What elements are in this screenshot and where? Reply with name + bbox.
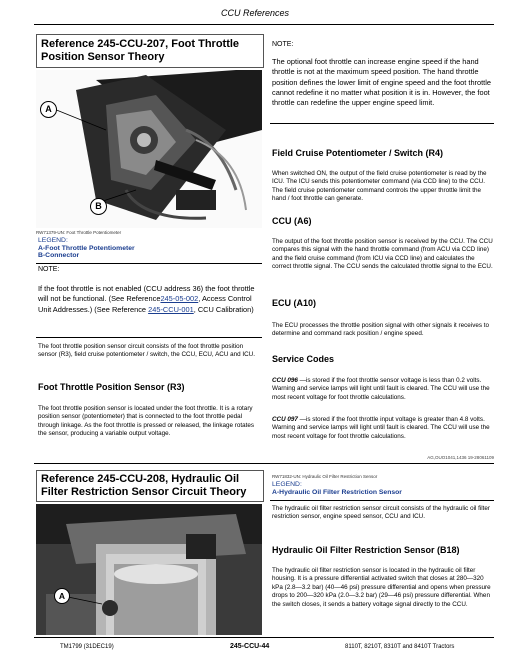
service-codes-heading: Service Codes: [272, 354, 335, 364]
note-label: NOTE:: [38, 266, 60, 273]
right-note-label: NOTE:: [272, 41, 294, 48]
divider: [270, 500, 494, 501]
ref208-title: Reference 245-CCU-208, Hydraulic Oil Filter Restriction Sensor Circuit Theory: [41, 473, 247, 498]
legend-item: A-Foot Throttle Potentiometer: [38, 244, 135, 252]
field-cruise-heading: Field Cruise Potentiometer / Switch (R4): [272, 148, 444, 158]
note-text: , CCU Calibration): [193, 304, 254, 314]
circuit-description: The foot throttle position sensor circuit consists of the foot throttle position sensor (R3), field cruise potentiometer / switch, the CCU, ECU, ACU and ICU.: [38, 343, 255, 359]
figure-caption: RW71379-UN: Foot Throttle Potentiometer: [36, 230, 122, 235]
code-label: CCU 097: [272, 416, 298, 423]
footer-page-number: 245-CCU-44: [230, 643, 270, 650]
callout-a: A: [40, 101, 57, 118]
b18-heading: Hydraulic Oil Filter Restriction Sensor (B18): [272, 545, 460, 555]
r3-description: The foot throttle position sensor is located under the foot throttle. It is a rotary position sensor (potentiometer) that is connected to the foot throttle pedal through linkage. As the foot throttle is pressed or released, the linkage rotates the sensor, producing a variable output voltage.: [38, 405, 254, 438]
divider: [270, 123, 494, 124]
note-text: If the foot throttle is not enabled (CCU address 36) the foot throttle will not be functional. (See Reference: [38, 284, 255, 304]
b18-description: The hydraulic oil filter restriction sensor is located in the hydraulic oil filter housing. It is a pressure differential activated switch that closes at 280—320 kPa (2.8—3.2 bar) (40—46 psi) pressure differential and opens when pressure drops to 200—320 kPa (2.0—3.2 bar) (29—46 psi) pressure differential. When the switch closes, it sends a battery voltage signal directly to the CCU.: [272, 567, 491, 608]
service-code-097: [272, 416, 494, 441]
legend: [272, 481, 402, 496]
service-code-096: [272, 377, 494, 402]
section-rule: [34, 463, 494, 464]
legend-label: LEGEND:: [272, 481, 302, 488]
foot-throttle-note: [38, 284, 264, 315]
code-text: —is stored if the foot throttle sensor voltage is less than 0.2 volts. Warning and service lamps will light until fault is cleared. The CCU will use the most recent voltage for foot throttle calculations.: [272, 377, 490, 401]
field-cruise-description: When switched ON, the output of the field cruise potentiometer is read by the ICU. The ICU sends this potentiometer command (via CCD line) to the CCU. The field cruise potentiometer command controls the upper throttle limit the hand / foot throttle can generate.: [272, 170, 487, 203]
ref207-title: Reference 245-CCU-207, Foot Throttle Position Sensor Theory: [41, 38, 240, 63]
divider: [36, 263, 262, 264]
foot-throttle-photo: [36, 70, 262, 228]
note-text: , Access Control Unit Addresses.) (See Reference: [38, 294, 252, 314]
ccu-heading: CCU (A6): [272, 216, 312, 226]
ecu-heading: ECU (A10): [272, 298, 317, 308]
divider: [36, 337, 262, 338]
optional-throttle-note: The optional foot throttle can increase engine speed if the hand throttle is not at the maximum speed position. The hand throttle position defines the lower limit of engine speed and the foot throttle cannot redefine it no matter what position it is in. However, the foot throttle can redefine the upper engine speed limit.: [272, 57, 491, 108]
figure-caption: RW71832-UN: Hydraulic Oil Filter Restriction Sensor: [272, 474, 378, 479]
header-rule: [34, 24, 494, 25]
legend-item: A-Hydraulic Oil Filter Restriction Sensor: [272, 488, 402, 496]
ccu-description: The output of the foot throttle position sensor is received by the CCU. The CCU compares this signal with the hand throttle command (from ACU via CCD line) and the field cruise command (from ICU via CCD line) and calculates the correct throttle signal. The CCU sends the calculated throttle signal to the ECU.: [272, 238, 493, 271]
footer-rule: [34, 637, 494, 638]
legend-label: LEGEND:: [38, 237, 68, 244]
footer-model: 8110T, 8210T, 8310T and 8410T Tractors: [345, 644, 455, 650]
hydraulic-circuit-description: The hydraulic oil filter restriction sensor circuit consists of the hydraulic oil filter restriction sensor, engine speed sensor, CCU and ICU.: [272, 505, 491, 521]
reference-link-245-05-002[interactable]: 245-05-002: [160, 294, 199, 304]
callout-b: B: [90, 198, 107, 215]
hydraulic-filter-figure: [36, 504, 262, 635]
callout-a: A: [54, 588, 70, 604]
code-text: —is stored if the foot throttle input voltage is greater than 4.8 volts. Warning and service lamps will light until fault is cleared. The CCU will use the most recent voltage for foot throttle calculations.: [272, 416, 490, 440]
ref207-title-box: [36, 34, 264, 68]
footer-manual-id: TM1799 (31DEC19): [60, 644, 114, 650]
foot-throttle-figure: [36, 70, 262, 228]
ref208-title-box: [36, 470, 264, 502]
legend: [38, 237, 135, 260]
hydraulic-filter-photo: [36, 504, 262, 635]
page-header-title: CCU References: [220, 8, 290, 18]
legend-item: B-Connector: [38, 252, 80, 260]
document-reference-code: AG,OUO1041,1436 19-28061109: [427, 455, 494, 460]
r3-heading: Foot Throttle Position Sensor (R3): [38, 382, 185, 392]
reference-link-245-ccu-001[interactable]: 245-CCU-001: [148, 304, 194, 314]
ecu-description: The ECU processes the throttle position signal with other signals it receives to determine and command rack position / engine speed.: [272, 322, 489, 338]
code-label: CCU 096: [272, 377, 298, 384]
